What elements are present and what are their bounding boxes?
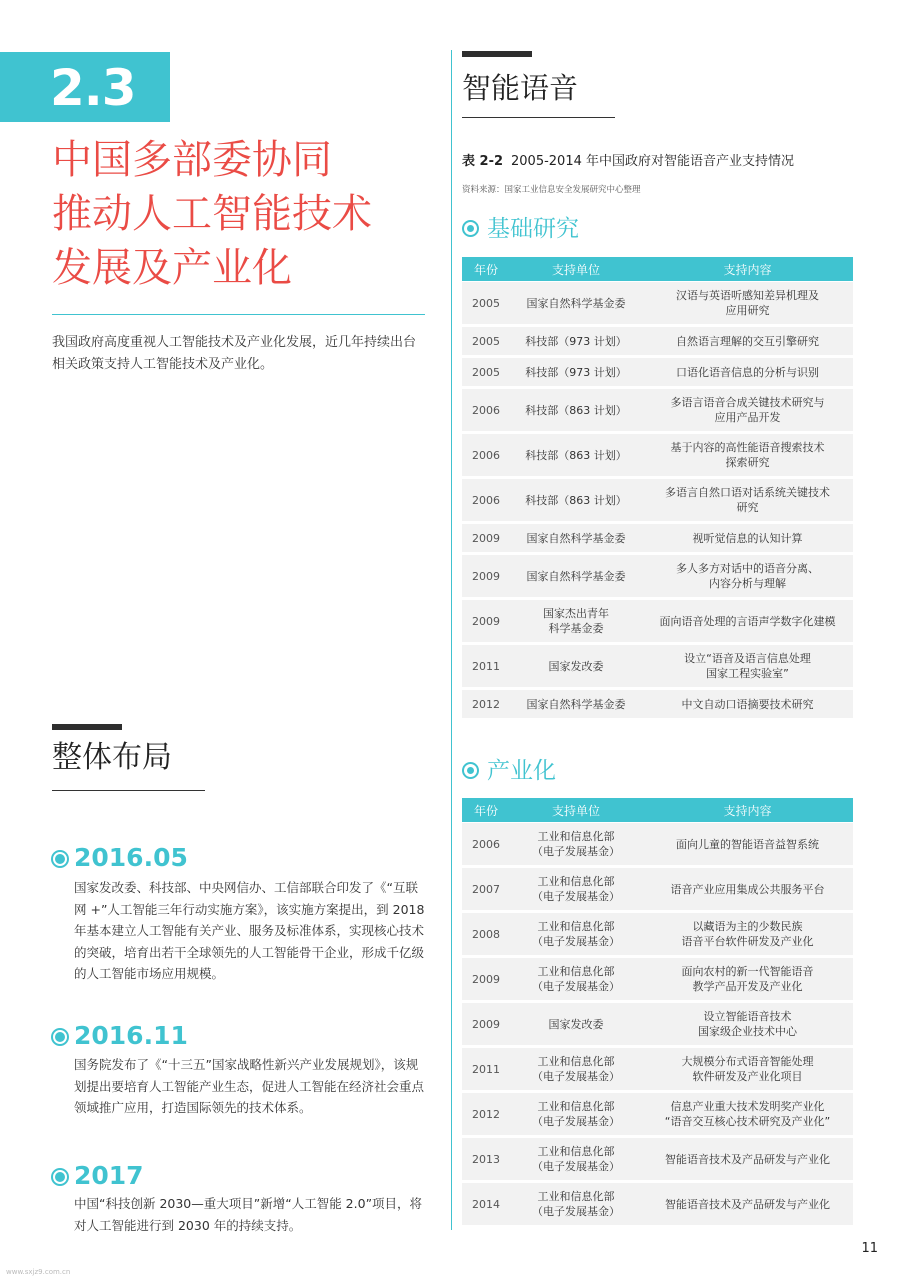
- cell-content: 面向农村的新一代智能语音 教学产品开发及产业化: [642, 958, 853, 1002]
- cell-year: 2008: [462, 913, 510, 957]
- cell-year: 2009: [462, 958, 510, 1002]
- column-header: 支持内容: [642, 798, 853, 822]
- milestone-text: 国家发改委、科技部、中央网信办、工信部联合印发了《“互联网 +”人工智能三年行动实施方案》，该实施方案提出，到 2018 年基本建立人工智能有关产业、服务及标准体系，实现核心技术的突破，培育出若干全球领先的人工智能骨干企业，形成千亿级的人工智能市场应用规模。: [74, 880, 425, 981]
- cell-content: 多语言语音合成关键技术研究与 应用产品开发: [642, 389, 853, 433]
- cell-year: 2005: [462, 327, 510, 357]
- column-header: 年份: [462, 257, 510, 281]
- milestone-text: 国务院发布了《“十三五”国家战略性新兴产业发展规划》，该规划提出要培育人工智能产业生态，促进人工智能在经济社会重点领域推广应用，打造国际领先的技术体系。: [74, 1057, 425, 1115]
- cell-content: 信息产业重大技术发明奖产业化 “语音交互核心技术研究及产业化”: [642, 1093, 853, 1137]
- cell-year: 2005: [462, 358, 510, 388]
- cell-unit: 工业和信息化部 （电子发展基金）: [510, 1093, 642, 1137]
- table-row: [462, 555, 853, 599]
- cell-unit: 国家杰出青年 科学基金委: [510, 600, 642, 644]
- cell-content: 面向儿童的智能语音益智系统: [642, 823, 853, 867]
- table-row: [462, 913, 853, 957]
- table-row: [462, 524, 853, 554]
- page-number: 11: [861, 1241, 878, 1256]
- column-divider: [451, 50, 452, 1230]
- table-header-row: [462, 798, 853, 822]
- milestone-bullet-icon: [53, 1030, 67, 1044]
- table-row: [462, 327, 853, 357]
- milestone-bullet-icon: [53, 852, 67, 866]
- table-label: 表 2-2: [462, 154, 504, 169]
- watermark: www.sxjz9.com.cn: [6, 1268, 71, 1276]
- table-row: [462, 868, 853, 912]
- table-row: [462, 1093, 853, 1137]
- cell-year: 2006: [462, 434, 510, 478]
- cell-unit: 国家自然科学基金委: [510, 282, 642, 326]
- section-title: [52, 133, 432, 295]
- target-bullet-icon: [462, 220, 479, 237]
- cell-unit: 工业和信息化部 （电子发展基金）: [510, 1138, 642, 1182]
- cell-unit: 国家自然科学基金委: [510, 555, 642, 599]
- table-row: [462, 600, 853, 644]
- cell-content: 基于内容的高性能语音搜索技术 探索研究: [642, 434, 853, 478]
- category-heading: [462, 756, 556, 786]
- table-row: [462, 1003, 853, 1047]
- cell-unit: 国家自然科学基金委: [510, 690, 642, 720]
- table-header-row: [462, 257, 853, 281]
- cell-content: 汉语与英语听感知差异机理及 应用研究: [642, 282, 853, 326]
- column-header: 支持单位: [510, 798, 642, 822]
- research-table: [462, 256, 853, 721]
- heading-underline: [462, 117, 615, 118]
- table-row: [462, 690, 853, 720]
- cell-unit: 科技部（863 计划）: [510, 434, 642, 478]
- cell-year: 2006: [462, 389, 510, 433]
- cell-content: 中文自动口语摘要技术研究: [642, 690, 853, 720]
- cell-year: 2005: [462, 282, 510, 326]
- title-divider: [52, 314, 425, 315]
- cell-content: 视听觉信息的认知计算: [642, 524, 853, 554]
- cell-year: 2009: [462, 600, 510, 644]
- category-name: 基础研究: [487, 216, 579, 242]
- cell-content: 面向语音处理的言语声学数字化建模: [642, 600, 853, 644]
- column-header: 支持单位: [510, 257, 642, 281]
- intro-paragraph: 我国政府高度重视人工智能技术及产业化发展，近几年持续出台相关政策支持人工智能技术及产业化。: [52, 335, 417, 372]
- table-source: 资料来源：国家工业信息安全发展研究中心整理: [462, 185, 641, 195]
- cell-year: 2007: [462, 868, 510, 912]
- cell-unit: 科技部（863 计划）: [510, 479, 642, 523]
- heading-accent-bar: [462, 51, 532, 57]
- category-heading: [462, 214, 579, 244]
- table-row: [462, 282, 853, 326]
- industry-table: [462, 797, 853, 1228]
- table-row: [462, 823, 853, 867]
- heading-underline: [52, 790, 205, 791]
- heading-accent-bar: [52, 724, 122, 730]
- table-row: [462, 389, 853, 433]
- cell-content: 设立智能语音技术 国家级企业技术中心: [642, 1003, 853, 1047]
- milestone-bullet-icon: [53, 1170, 67, 1184]
- cell-unit: 工业和信息化部 （电子发展基金）: [510, 1048, 642, 1092]
- cell-year: 2009: [462, 524, 510, 554]
- milestone-year: 2016.11: [74, 1021, 188, 1050]
- cell-unit: 工业和信息化部 （电子发展基金）: [510, 958, 642, 1002]
- cell-unit: 工业和信息化部 （电子发展基金）: [510, 868, 642, 912]
- table-row: [462, 1138, 853, 1182]
- cell-content: 口语化语音信息的分析与识别: [642, 358, 853, 388]
- section-title-line: 中国多部委协同: [52, 137, 332, 183]
- cell-content: 大规模分布式语音智能处理 软件研发及产业化项目: [642, 1048, 853, 1092]
- table-row: [462, 958, 853, 1002]
- cell-content: 自然语言理解的交互引擎研究: [642, 327, 853, 357]
- section-title-line: 推动人工智能技术: [52, 191, 372, 237]
- table-row: [462, 434, 853, 478]
- cell-year: 2006: [462, 479, 510, 523]
- cell-unit: 工业和信息化部 （电子发展基金）: [510, 823, 642, 867]
- cell-content: 以藏语为主的少数民族 语音平台软件研发及产业化: [642, 913, 853, 957]
- cell-year: 2012: [462, 690, 510, 720]
- cell-content: 多语言自然口语对话系统关键技术 研究: [642, 479, 853, 523]
- milestone-text: 中国“科技创新 2030—重大项目”新增“人工智能 2.0”项目，将对人工智能进行到 2030 年的持续支持。: [74, 1196, 423, 1233]
- cell-unit: 科技部（863 计划）: [510, 389, 642, 433]
- section-title-line: 发展及产业化: [52, 245, 292, 291]
- table-row: [462, 1183, 853, 1227]
- cell-year: 2011: [462, 645, 510, 689]
- milestone-year: 2016.05: [74, 843, 188, 872]
- voice-heading: 智能语音: [462, 71, 579, 105]
- cell-content: 语音产业应用集成公共服务平台: [642, 868, 853, 912]
- table-row: [462, 645, 853, 689]
- table-caption: [462, 150, 794, 169]
- cell-unit: 国家自然科学基金委: [510, 524, 642, 554]
- category-name: 产业化: [487, 758, 556, 784]
- cell-content: 智能语音技术及产品研发与产业化: [642, 1183, 853, 1227]
- table-body: [462, 282, 853, 720]
- table-title: 2005-2014 年中国政府对智能语音产业支持情况: [511, 154, 795, 169]
- section-number: 2.3: [50, 59, 136, 117]
- cell-unit: 工业和信息化部 （电子发展基金）: [510, 913, 642, 957]
- cell-unit: 科技部（973 计划）: [510, 327, 642, 357]
- table-row: [462, 479, 853, 523]
- table-row: [462, 1048, 853, 1092]
- cell-year: 2012: [462, 1093, 510, 1137]
- cell-unit: 国家发改委: [510, 1003, 642, 1047]
- cell-unit: 工业和信息化部 （电子发展基金）: [510, 1183, 642, 1227]
- cell-year: 2006: [462, 823, 510, 867]
- layout-heading: 整体布局: [52, 740, 172, 775]
- cell-year: 2013: [462, 1138, 510, 1182]
- column-header: 支持内容: [642, 257, 853, 281]
- cell-year: 2009: [462, 555, 510, 599]
- milestone-year: 2017: [74, 1161, 144, 1190]
- column-header: 年份: [462, 798, 510, 822]
- cell-year: 2011: [462, 1048, 510, 1092]
- cell-unit: 国家发改委: [510, 645, 642, 689]
- cell-year: 2009: [462, 1003, 510, 1047]
- cell-content: 设立“语音及语言信息处理 国家工程实验室”: [642, 645, 853, 689]
- cell-year: 2014: [462, 1183, 510, 1227]
- table-body: [462, 823, 853, 1227]
- cell-content: 智能语音技术及产品研发与产业化: [642, 1138, 853, 1182]
- cell-content: 多人多方对话中的语音分离、 内容分析与理解: [642, 555, 853, 599]
- cell-unit: 科技部（973 计划）: [510, 358, 642, 388]
- target-bullet-icon: [462, 762, 479, 779]
- table-row: [462, 358, 853, 388]
